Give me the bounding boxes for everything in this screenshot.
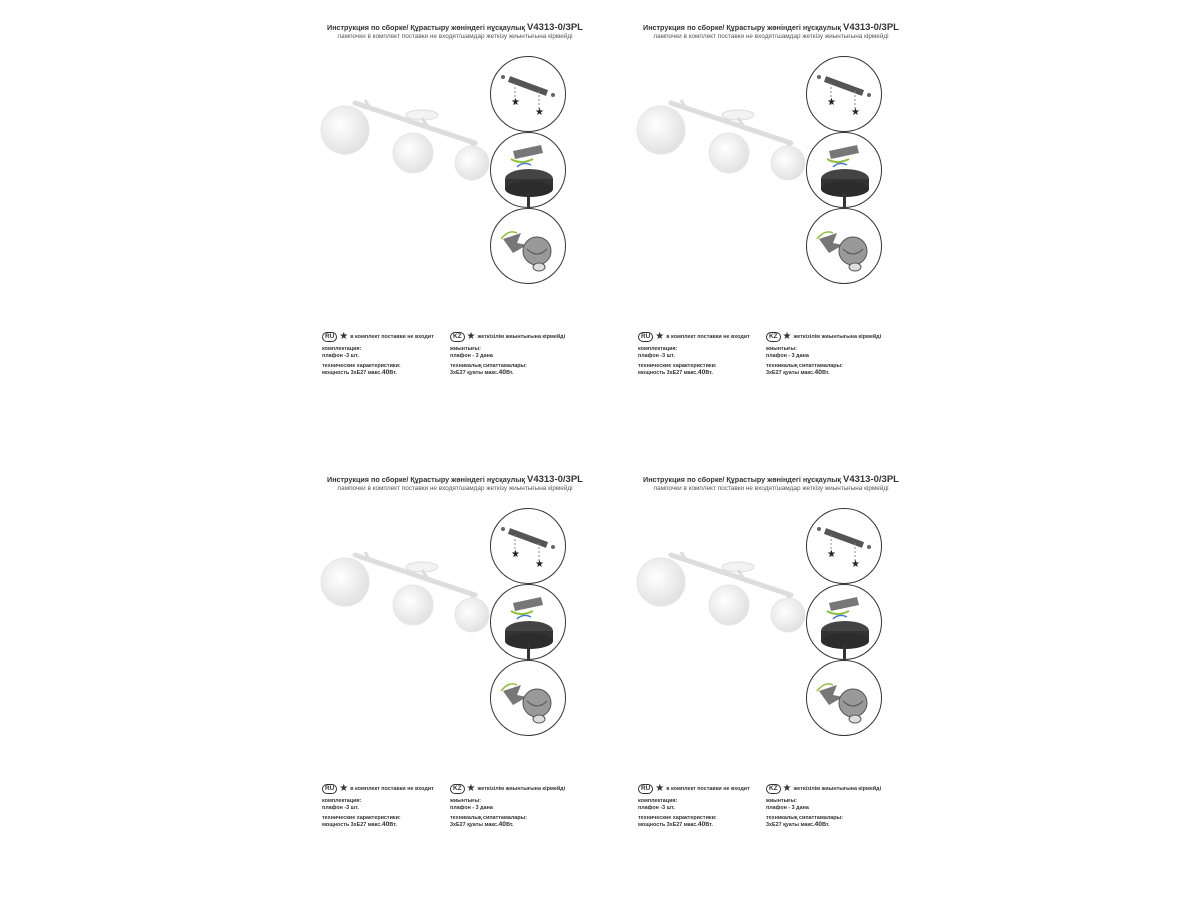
assembly-steps (806, 56, 886, 290)
step-3-shade-install (490, 208, 566, 284)
sheet-title: Инструкция по сборке/ Құрастыру жөніндегі нұсқаулық V4313-0/3PL (327, 22, 583, 33)
ru-badge: RU (322, 784, 337, 794)
svg-text:★: ★ (827, 549, 836, 560)
kz-badge: KZ (450, 784, 465, 794)
star-icon: ★ (339, 331, 349, 342)
assembly-steps (490, 56, 570, 290)
star-icon: ★ (655, 783, 665, 794)
step-3-shade-install (806, 660, 882, 736)
sheet-subtitle: лампочки в комплект поставки не входят/шамдар жеткізу жиынтығына кірмейді (337, 485, 573, 492)
sheet-title: Инструкция по сборке/ Құрастыру жөніндегі нұсқаулық V4313-0/3PL (643, 22, 899, 33)
legend-kz: KZ ★ жеткізілім жиынтығына кірмейді жиынтығы: плафон - 3 дана техникалық сипаттамалары: 3хЕ27 қуаты макс.40Вт. (450, 331, 566, 376)
lamp-illustration (310, 520, 510, 650)
legend (638, 332, 928, 402)
star-icon: ★ (339, 783, 349, 794)
step-3-shade-install (806, 208, 882, 284)
step-2-wiring (806, 584, 882, 660)
legend-ru: RU ★ в комплект поставки не входит комплектация: плафон -3 шт. технические характеристики: мощность 3хЕ27 макс.40Вт. (638, 331, 750, 376)
svg-text:★: ★ (511, 549, 520, 560)
kz-badge: KZ (766, 332, 781, 342)
sheet-subtitle: лампочки в комплект поставки не входят/шамдар жеткізу жиынтығына кірмейді (653, 33, 889, 40)
star-icon: ★ (466, 783, 476, 794)
legend-kz: KZ ★ жеткізілім жиынтығына кірмейді жиынтығы: плафон - 3 дана техникалық сипаттамалары: 3хЕ27 қуаты макс.40Вт. (766, 331, 882, 376)
step-2-wiring (806, 132, 882, 208)
step-1-mounting-bracket (490, 56, 566, 132)
svg-text:★: ★ (535, 107, 544, 118)
kz-badge: KZ (766, 784, 781, 794)
instruction-sheet-2 (606, 10, 936, 450)
lamp-illustration (626, 520, 826, 650)
sheet-subtitle: лампочки в комплект поставки не входят/шамдар жеткізу жиынтығына кірмейді (653, 485, 889, 492)
kz-badge: KZ (450, 332, 465, 342)
step-3-shade-install (490, 660, 566, 736)
legend-ru: RU ★ в комплект поставки не входит комплектация: плафон -3 шт. технические характеристики: мощность 3хЕ27 макс.40Вт. (638, 783, 750, 828)
legend-ru: RU ★ в комплект поставки не входит комплектация: плафон -3 шт. технические характеристики: мощность 3хЕ27 макс.40Вт. (322, 331, 434, 376)
assembly-steps (490, 508, 570, 742)
svg-text:★: ★ (851, 559, 860, 570)
step-2-wiring (490, 132, 566, 208)
legend-ru: RU ★ в комплект поставки не входит комплектация: плафон -3 шт. технические характеристики: мощность 3хЕ27 макс.40Вт. (322, 783, 434, 828)
ru-badge: RU (638, 332, 653, 342)
legend (322, 332, 612, 402)
star-icon: ★ (655, 331, 665, 342)
legend-kz: KZ ★ жеткізілім жиынтығына кірмейді жиынтығы: плафон - 3 дана техникалық сипаттамалары: 3хЕ27 қуаты макс.40Вт. (766, 783, 882, 828)
svg-text:★: ★ (851, 107, 860, 118)
model-code: V4313-0/3PL (526, 22, 583, 33)
ru-badge: RU (638, 784, 653, 794)
svg-text:★: ★ (827, 97, 836, 108)
lamp-illustration (626, 68, 826, 198)
star-icon: ★ (466, 331, 476, 342)
instruction-sheet-3 (290, 462, 620, 902)
step-1-mounting-bracket (806, 56, 882, 132)
model-code: V4313-0/3PL (842, 22, 899, 33)
sheet-title: Инструкция по сборке/ Құрастыру жөніндегі нұсқаулық V4313-0/3PL (327, 474, 583, 485)
star-icon: ★ (782, 331, 792, 342)
step-1-mounting-bracket (806, 508, 882, 584)
legend (638, 784, 928, 854)
svg-text:★: ★ (535, 559, 544, 570)
model-code: V4313-0/3PL (526, 474, 583, 485)
legend-kz: KZ ★ жеткізілім жиынтығына кірмейді жиынтығы: плафон - 3 дана техникалық сипаттамалары: 3хЕ27 қуаты макс.40Вт. (450, 783, 566, 828)
instruction-sheet-1 (290, 10, 620, 450)
sheet-subtitle: лампочки в комплект поставки не входят/шамдар жеткізу жиынтығына кірмейді (337, 33, 573, 40)
assembly-steps (806, 508, 886, 742)
sheet-title: Инструкция по сборке/ Құрастыру жөніндегі нұсқаулық V4313-0/3PL (643, 474, 899, 485)
svg-text:★: ★ (511, 97, 520, 108)
step-1-mounting-bracket (490, 508, 566, 584)
lamp-illustration (310, 68, 510, 198)
ru-badge: RU (322, 332, 337, 342)
legend (322, 784, 612, 854)
star-icon: ★ (782, 783, 792, 794)
model-code: V4313-0/3PL (842, 474, 899, 485)
step-2-wiring (490, 584, 566, 660)
instruction-sheet-4 (606, 462, 936, 902)
